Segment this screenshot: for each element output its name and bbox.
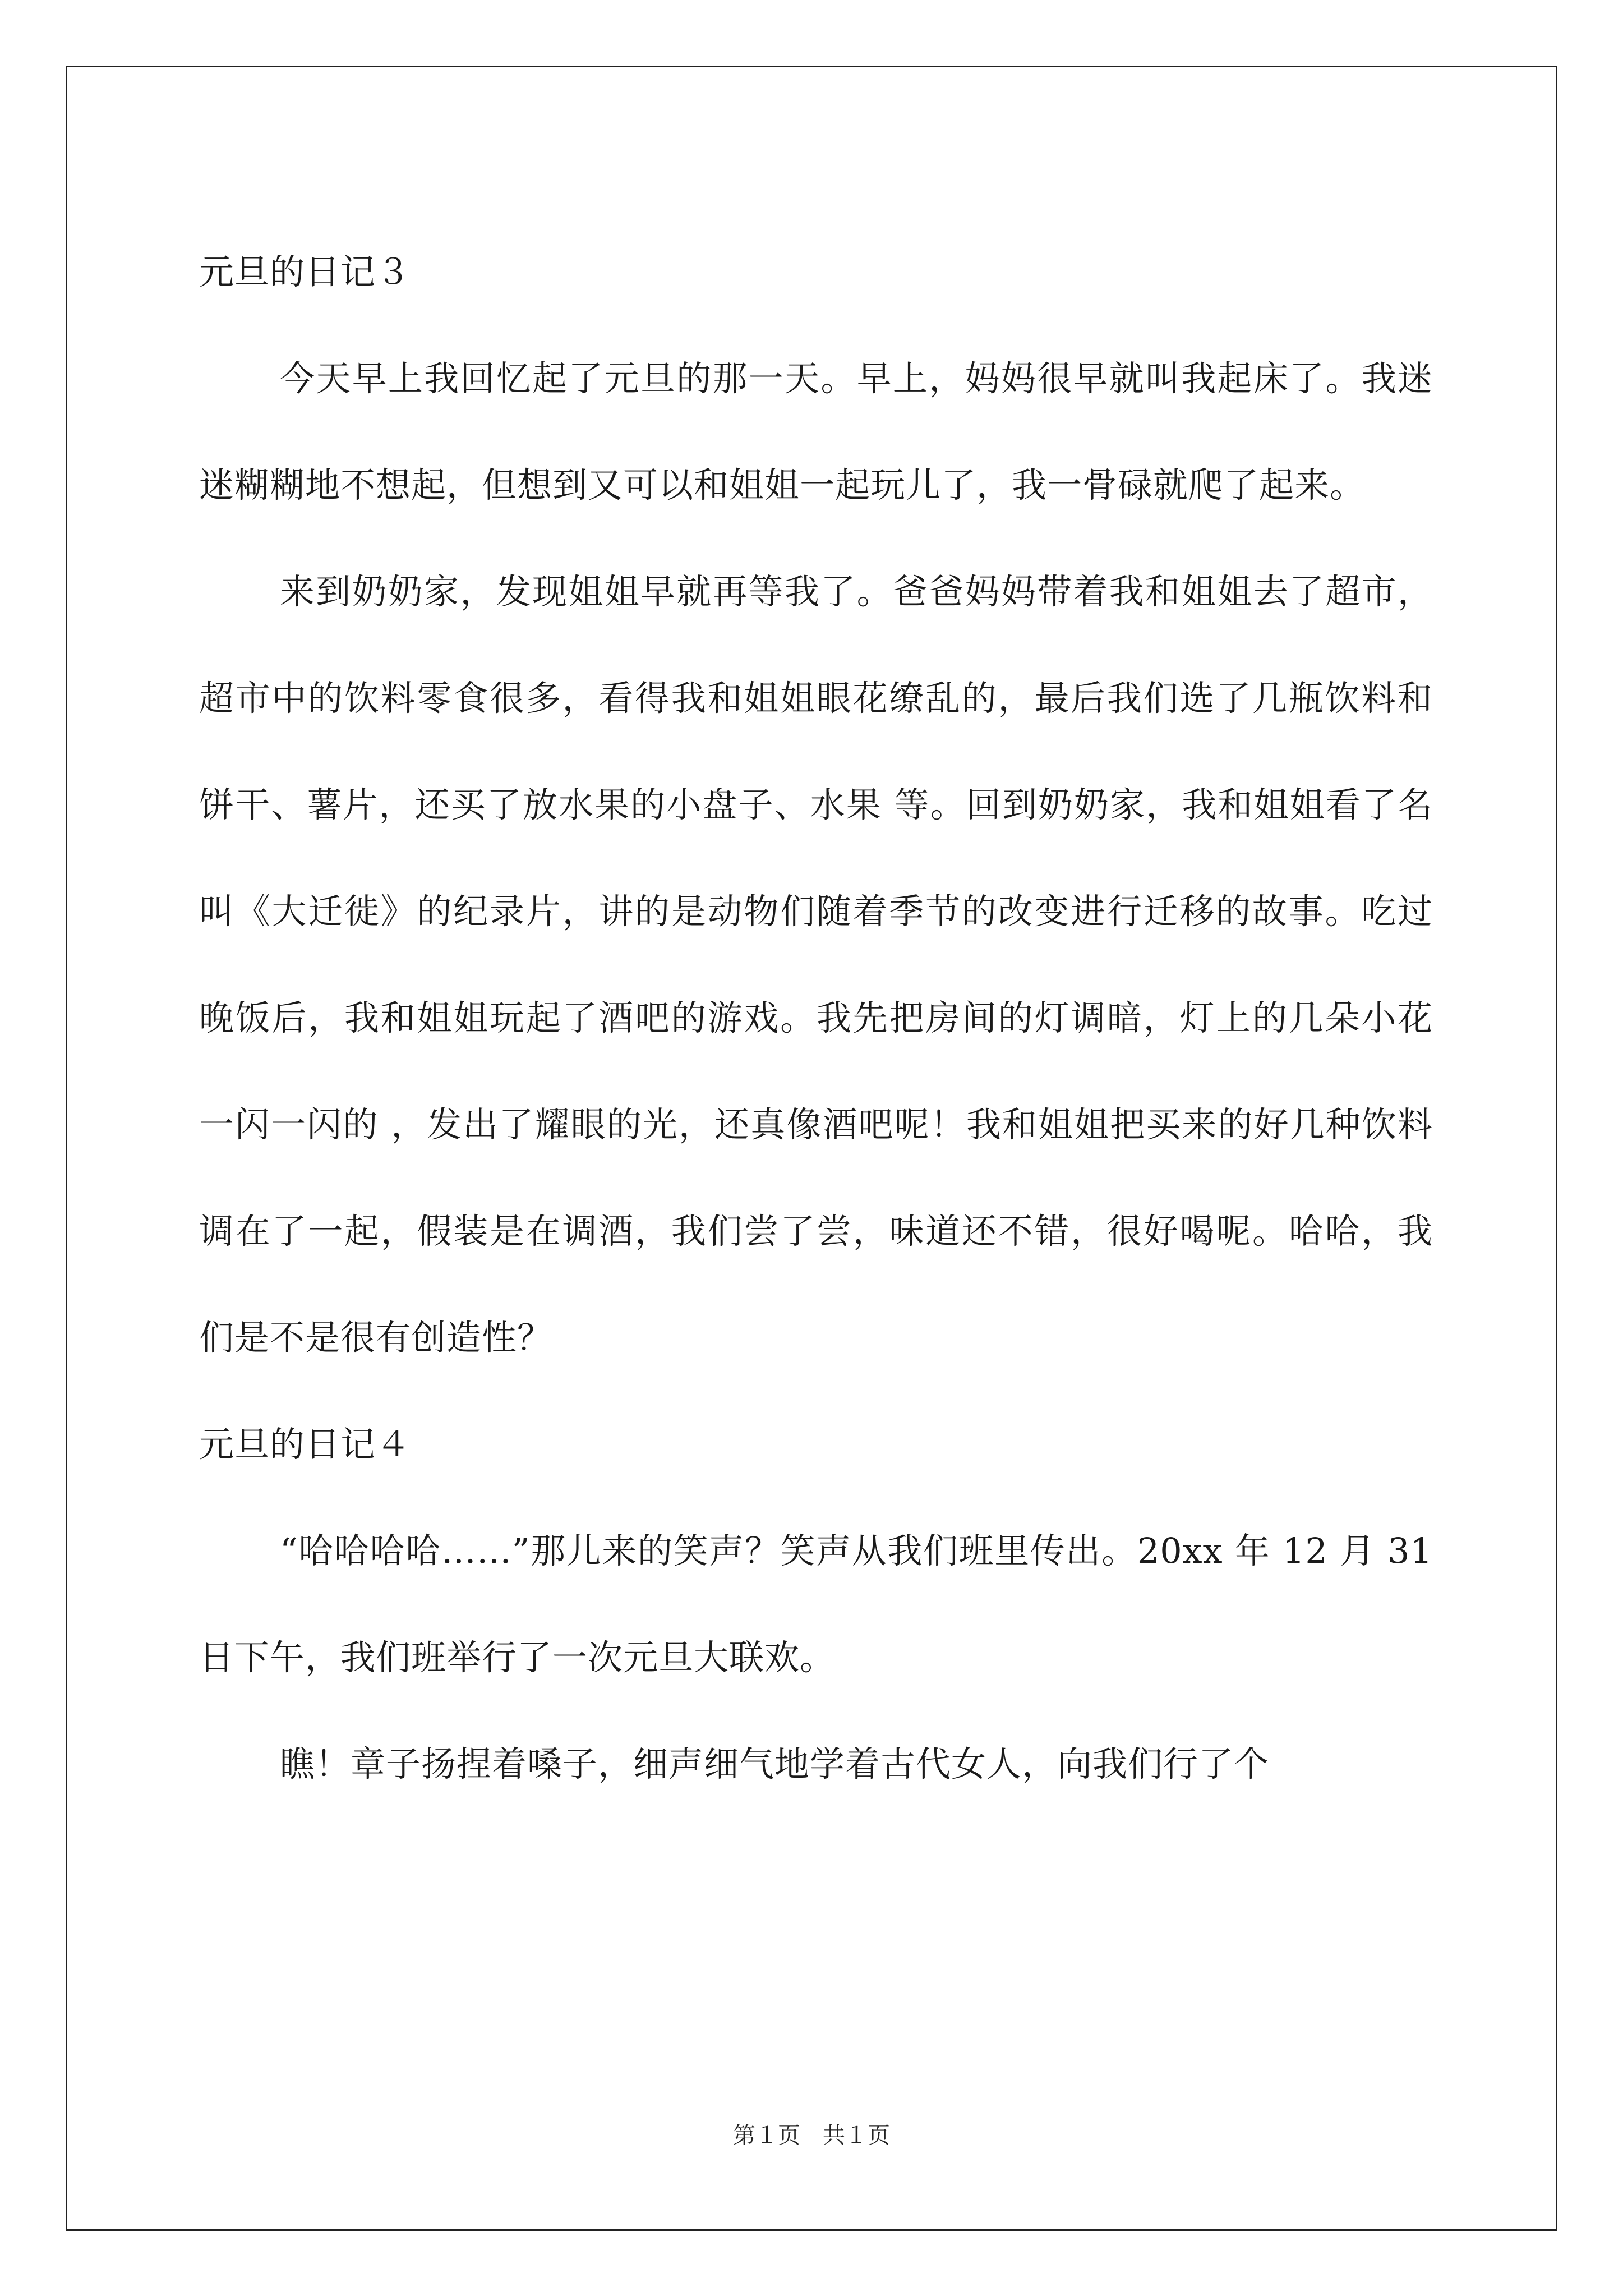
paragraph: “哈哈哈哈……”那儿来的笑声？笑声从我们班里传出。20xx 年 12 月 31 日下午，我们班举行了一次元旦大联欢。: [199, 1530, 1433, 1678]
paragraph: 今天早上我回忆起了元旦的那一天。早上，妈妈很早就叫我起床了。我迷迷糊糊地不想起，但想到又可以和姐姐一起玩儿了，我一骨碌就爬了起来。: [199, 358, 1433, 505]
paragraph: 瞧！章子扬捏着嗓子，细声细气地学着古代女人，向我们行了个: [280, 1743, 1270, 1784]
paragraph: 来到奶奶家，发现姐姐早就再等我了。爸爸妈妈带着我和姐姐去了超市，超市中的饮料零食很多，看得我和姐姐眼花缭乱的，最后我们选了几瓶饮料和饼干、薯片，还买了放水果的小盘子、水果 等。回到奶奶家，我和姐姐看了名叫《大迁徙》的纪录片，讲的是动物们随着季节的改变进行迁移的故事。吃过晚饭后，我和姐姐玩起了酒吧的游戏。我先把房间的灯调暗，灯上的几朵小花一闪一闪的 ，发出了耀眼的光，还真像酒吧呢！我和姐姐把买来的好几种饮料调在了一起，假装是在调酒，我们尝了尝，味道还不错，很好喝呢。哈哈，我们是不是很有创造性？: [199, 571, 1433, 1358]
page-number-footer: 第１页 共１页: [733, 2123, 890, 2148]
section-title: 元旦的日记３: [199, 251, 412, 292]
section-title: 元旦的日记４: [199, 1424, 412, 1465]
document-body: [199, 219, 1433, 1818]
